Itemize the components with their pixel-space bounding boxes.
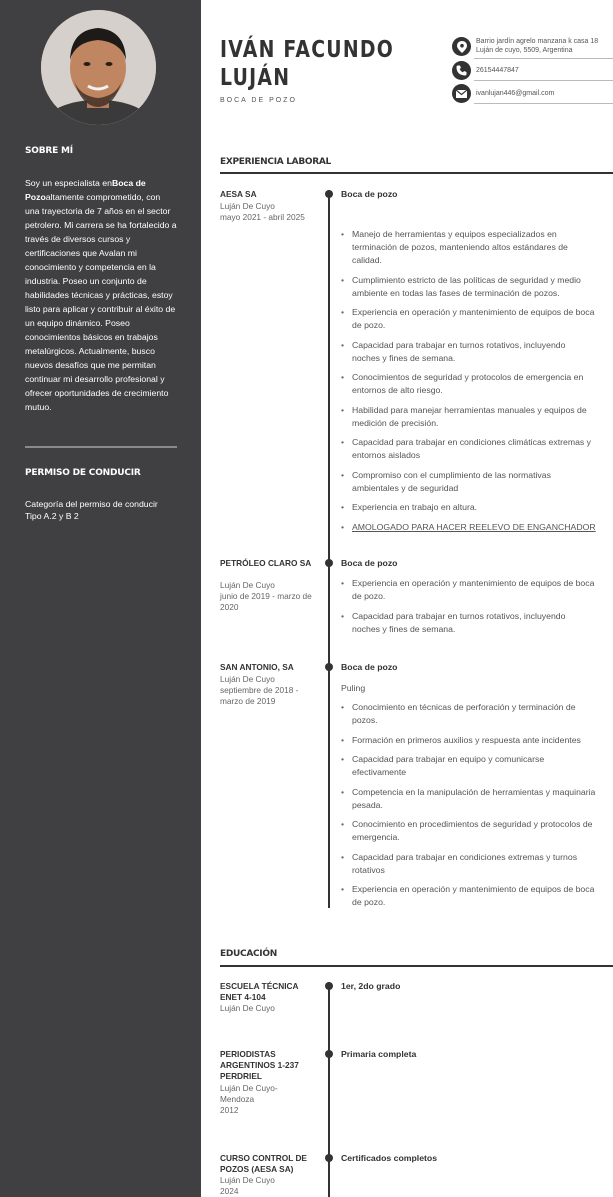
location-pin-icon — [452, 37, 471, 56]
about-heading: SOBRE MÍ — [25, 146, 73, 156]
about-text-post: altamente comprometido, con una trayectoria de 7 años en el sector petrolero. Mi carrera se ha fortalecido a través de diversos cursos y certificaciones que Avalan mi conocimiento y competencia en la industria. Poseo un conjunto de habilidades técnicas y prácticas, estoy listo para aplicar y contribuir al éxito de un equipo dinámico. Poseo conocimientos básicos en trabajos metalúrgicos. Actualmente, busco nuevos desafíos que me permitan continuar mi desarrollo profesional y ofrecer oportunidades de crecimiento mutuo. — [25, 192, 177, 412]
list-item: • Habilidad para manejar herramientas manuales y equipos de medición de precisión. — [341, 404, 613, 430]
email-text[interactable]: ivanlujan446@gmail.com — [476, 90, 555, 97]
contact-phone[interactable] — [452, 61, 611, 80]
experience-heading: EXPERIENCIA LABORAL — [220, 157, 331, 167]
contact-email[interactable] — [452, 84, 611, 103]
education-degree: 1er, 2do grado — [341, 981, 401, 991]
list-item: • Compromiso con el cumplimiento de las normativas ambientales y de seguridad — [341, 469, 613, 495]
contact-divider — [474, 103, 613, 104]
about-text — [25, 176, 177, 414]
education-meta: Luján De Cuyo — [220, 1003, 275, 1013]
education-degree: Certificados completos — [341, 1153, 438, 1163]
list-item: • Capacidad para trabajar en condiciones climáticas extremas y entornos aislados — [341, 436, 613, 462]
list-item: • Formación en primeros auxilios y respuesta ante incidentes — [341, 734, 613, 747]
job-bullets — [341, 577, 613, 642]
job-employer: SAN ANTONIO, SA — [220, 662, 294, 672]
education-meta: Luján De Cuyo- Mendoza 2012 — [220, 1083, 278, 1115]
education-school: ESCUELA TÉCNICA ENET 4-104 — [220, 981, 299, 1002]
list-item: • Capacidad para trabajar en turnos rotativos, incluyendo noches y fines de semana. — [341, 610, 613, 636]
profile-photo — [41, 10, 156, 125]
education-degree: Primaria completa — [341, 1049, 417, 1059]
list-item: • Competencia en la manipulación de herramientas y maquinaria pesada. — [341, 786, 613, 812]
about-text-bold: Boca de Pozo — [25, 178, 146, 202]
job-meta: Luján De Cuyo junio de 2019 - marzo de 2020 — [220, 580, 312, 612]
contact-address — [452, 37, 611, 56]
sidebar — [0, 0, 201, 1197]
list-item: • Conocimiento en técnicas de perforación y terminación de pozos. — [341, 701, 613, 727]
list-item: • Experiencia en operación y mantenimiento de equipos de boca de pozo. — [341, 306, 613, 332]
education-school: CURSO CONTROL DE POZOS (AESA SA) — [220, 1153, 307, 1174]
phone-text[interactable]: 26154447847 — [476, 67, 519, 74]
job-employer: AESA SA — [220, 189, 257, 199]
education-timeline — [328, 982, 330, 1197]
list-item: • Experiencia en operación y mantenimiento de equipos de boca de pozo. — [341, 883, 613, 909]
list-item: • Experiencia en trabajo en altura. — [341, 501, 613, 514]
list-item: • Manejo de herramientas y equipos especializados en terminación de pozos, manteniendo altos estándares de calidad. — [341, 228, 613, 267]
education-school: PERIODISTAS ARGENTINOS 1-237 PERDRIEL — [220, 1049, 299, 1081]
job-meta: Luján De Cuyo mayo 2021 - abril 2025 — [220, 201, 305, 222]
timeline-dot — [325, 982, 333, 990]
experience-timeline — [328, 190, 330, 908]
list-item: • AMOLOGADO PARA HACER REELEVO DE ENGANCHADOR — [341, 521, 613, 534]
license-heading: PERMISO DE CONDUCIR — [25, 468, 141, 478]
timeline-dot — [325, 559, 333, 567]
full-name: IVÁN FACUNDO LUJÁN — [220, 37, 394, 91]
list-item: • Conocimientos de seguridad y protocolos de emergencia en entornos de alto riesgo. — [341, 371, 613, 397]
job-subtitle: BOCA DE POZO — [220, 97, 297, 104]
experience-rule — [220, 172, 613, 174]
email-icon — [452, 84, 471, 103]
job-meta: Luján De Cuyo septiembre de 2018 - marzo de 2019 — [220, 674, 299, 706]
list-item: • Capacidad para trabajar en turnos rotativos, incluyendo noches y fines de semana. — [341, 339, 613, 365]
timeline-dot — [325, 1154, 333, 1162]
timeline-dot — [325, 663, 333, 671]
list-item: • Experiencia en operación y mantenimiento de equipos de boca de pozo. — [341, 577, 613, 603]
contact-divider — [474, 58, 613, 59]
list-item: • Conocimiento en procedimientos de seguridad y protocolos de emergencia. — [341, 818, 613, 844]
phone-icon — [452, 61, 471, 80]
list-item: • Capacidad para trabajar en condiciones extremas y turnos rotativos — [341, 851, 613, 877]
list-item: • Cumplimiento estricto de las políticas de seguridad y medio ambiente en todas las fases de terminación de pozos. — [341, 274, 613, 300]
timeline-dot — [325, 1050, 333, 1058]
about-text-pre: Soy un especialista en — [25, 178, 112, 188]
education-meta: Luján De Cuyo 2024 — [220, 1175, 275, 1196]
list-item: • Capacidad para trabajar en equipo y comunicarse efectivamente — [341, 753, 613, 779]
timeline-dot — [325, 190, 333, 198]
education-heading: EDUCACIÓN — [220, 949, 277, 959]
job-role: Boca de pozo — [341, 189, 398, 199]
license-text: Categoría del permiso de conducir Tipo A.2 y B 2 — [25, 499, 158, 521]
job-bullets — [341, 228, 613, 540]
contact-divider — [474, 80, 613, 81]
job-bullets — [341, 701, 613, 916]
job-employer: PETRÓLEO CLARO SA — [220, 558, 312, 568]
address-text: Barrio jardín agrelo manzana k casa 18 Luján de cuyo, 5509, Argentina — [476, 38, 599, 54]
sidebar-divider — [25, 446, 177, 448]
education-rule — [220, 965, 613, 967]
job-extra: Puling — [341, 683, 366, 693]
job-role: Boca de pozo — [341, 662, 398, 672]
job-role: Boca de pozo — [341, 558, 398, 568]
